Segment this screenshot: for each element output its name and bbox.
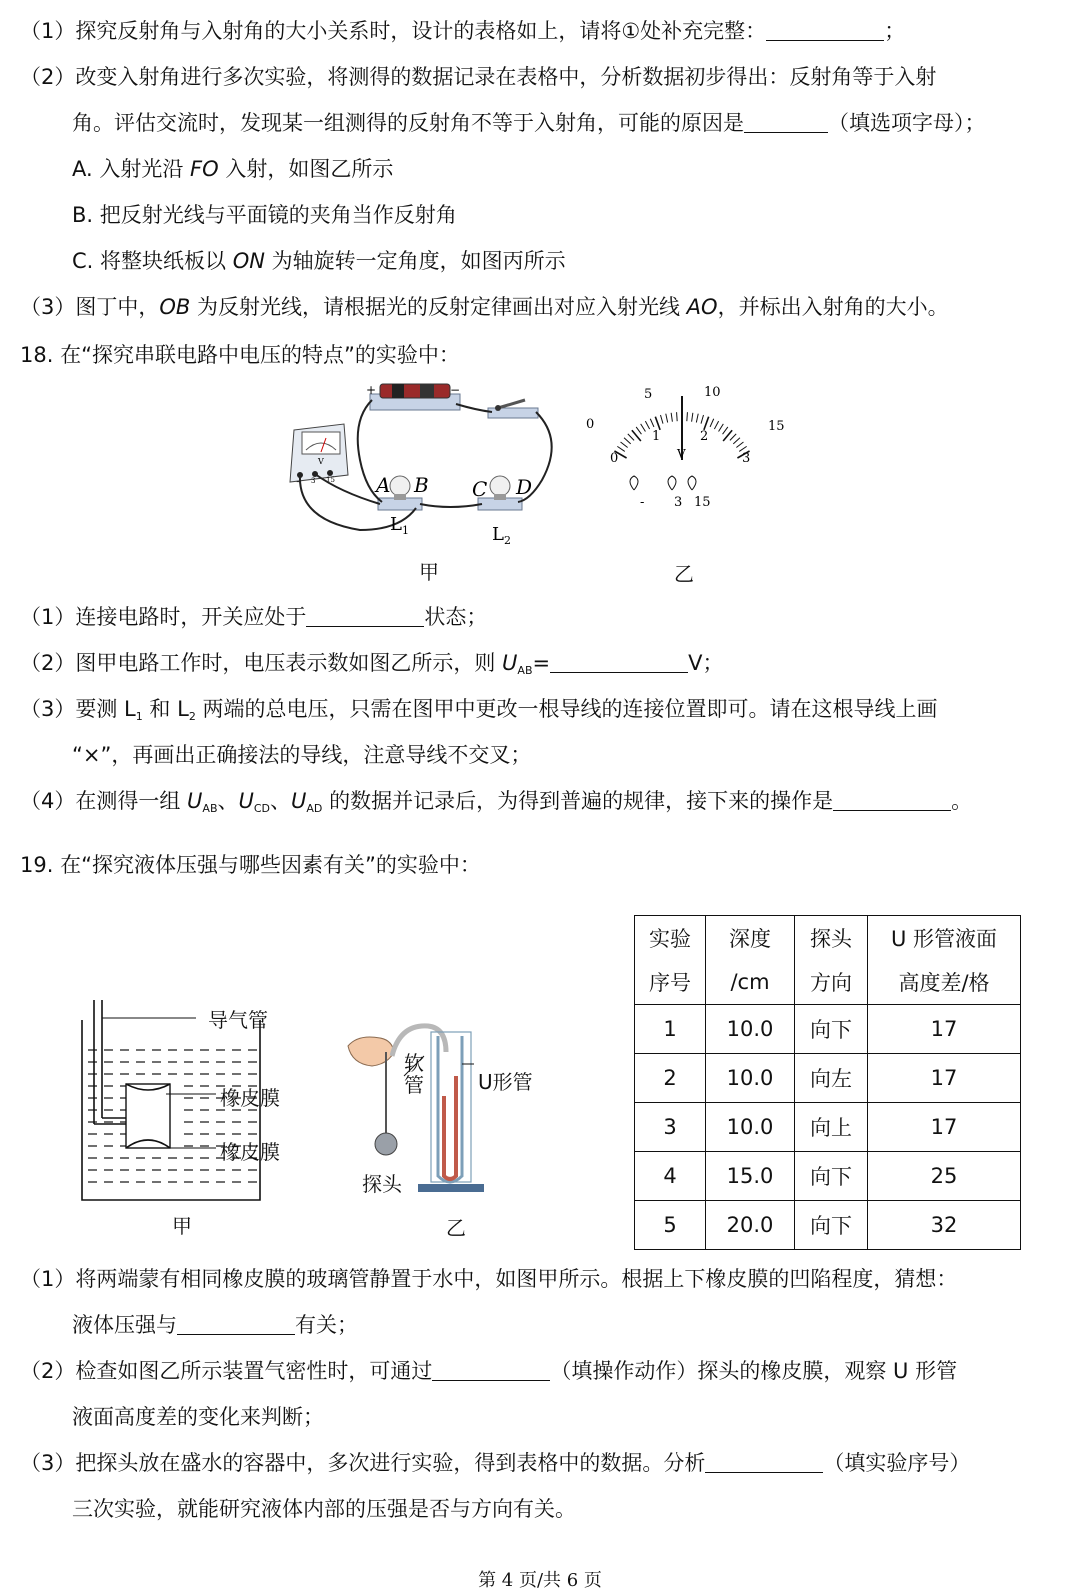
dial-tick bbox=[730, 434, 736, 440]
q17-option-b: B. 把反射光线与平面镜的夹角当作反射角 bbox=[72, 203, 457, 227]
film-label-bottom: 橡皮膜 bbox=[220, 1140, 280, 1164]
bulb-l1 bbox=[390, 476, 410, 496]
dial-tick bbox=[733, 438, 740, 444]
answer-blank[interactable] bbox=[177, 1314, 295, 1335]
meter-v-label: V bbox=[318, 457, 324, 466]
battery bbox=[380, 384, 450, 398]
table-cell: 向下 bbox=[795, 1005, 868, 1054]
table-cell: 15.0 bbox=[706, 1152, 795, 1201]
table-cell: 向上 bbox=[795, 1103, 868, 1152]
q19-title: 19. 在“探究液体压强与哪些因素有关”的实验中： bbox=[20, 853, 481, 877]
point-b-label: B bbox=[414, 473, 429, 497]
answer-blank[interactable] bbox=[432, 1360, 550, 1381]
dial-tick bbox=[641, 424, 646, 432]
q17-part3: （3）图丁中，OB 为反射光线，请根据光的反射定律画出对应入射光线 AO，并标出入射角的大小。 bbox=[20, 295, 949, 319]
meter-3-label: 3 bbox=[311, 477, 316, 485]
header-cell: 实验 bbox=[635, 916, 706, 961]
answer-blank[interactable] bbox=[833, 790, 951, 811]
inner-0-label: 0 bbox=[610, 451, 619, 466]
table-cell: 4 bbox=[635, 1152, 706, 1201]
figure-caption-jia-19: 甲 bbox=[172, 1214, 192, 1238]
q17-option-a: A. 入射光沿 FO 入射，如图乙所示 bbox=[72, 157, 394, 181]
dial-tick bbox=[677, 412, 678, 421]
dial-tick bbox=[628, 434, 634, 440]
table-cell: 向下 bbox=[795, 1201, 868, 1250]
l1-label: $L_1$ bbox=[390, 514, 409, 537]
dial-tick bbox=[624, 438, 631, 444]
soft-tube-label: 软 管 bbox=[404, 1051, 424, 1097]
table-cell: 17 bbox=[868, 1103, 1021, 1152]
hand bbox=[348, 1037, 394, 1066]
table-cell: 32 bbox=[868, 1201, 1021, 1250]
inner-3-label: 3 bbox=[742, 451, 751, 466]
q19-part2-line1: （2）检查如图乙所示装置气密性时，可通过 （填操作动作）探头的橡皮膜，观察 U 形管 bbox=[20, 1359, 958, 1383]
table-row bbox=[635, 1103, 1021, 1152]
header-cell: 高度差/格 bbox=[868, 960, 1021, 1005]
terminal-3-label: 3 bbox=[674, 495, 683, 510]
dial-tick bbox=[710, 419, 714, 427]
switch-lever bbox=[498, 400, 525, 408]
q19-part3-line2: 三次实验，就能研究液体内部的压强是否与方向有关。 bbox=[72, 1497, 576, 1521]
meter-minus-label: − bbox=[296, 478, 302, 486]
u-tube-glass bbox=[438, 1036, 462, 1182]
probe bbox=[375, 1133, 397, 1155]
q19-part3-line1: （3）把探头放在盛水的容器中，多次进行实验，得到表格中的数据。分析 （填实验序号） bbox=[20, 1451, 971, 1475]
inner-1-label: 1 bbox=[652, 429, 661, 444]
q17-part2-line1: （2）改变入射角进行多次实验，将测得的数据记录在表格中，分析数据初步得出：反射角等于入射 bbox=[20, 65, 937, 89]
table-row bbox=[635, 1152, 1021, 1201]
air-tube-label: 导气管 bbox=[208, 1008, 268, 1032]
inner-2-label: 2 bbox=[700, 429, 709, 444]
q18-part1: （1）连接电路时，开关应处于 状态； bbox=[20, 605, 488, 629]
q18-part2: （2）图甲电路工作时，电压表示数如图乙所示，则 $U_{AB}= V$； bbox=[20, 651, 724, 677]
table-header-row-bottom bbox=[635, 960, 1021, 1005]
header-cell: U 形管液面 bbox=[868, 916, 1021, 961]
q18-title: 18. 在“探究串联电路中电压的特点”的实验中： bbox=[20, 343, 460, 367]
table-cell: 17 bbox=[868, 1005, 1021, 1054]
glass-tube bbox=[126, 1084, 170, 1148]
dial-tick bbox=[655, 417, 660, 430]
l2-label: $L_2$ bbox=[492, 524, 511, 547]
scale-5-label: 5 bbox=[644, 387, 653, 402]
dial-tick bbox=[692, 413, 693, 422]
header-cell: 方向 bbox=[795, 960, 868, 1005]
dial-tick bbox=[687, 412, 688, 421]
answer-blank[interactable] bbox=[766, 20, 884, 41]
point-a-label: A bbox=[376, 473, 391, 497]
table-cell: 5 bbox=[635, 1201, 706, 1250]
table-row bbox=[635, 1005, 1021, 1054]
q18-part3-line2: “×”，再画出正确接法的导线，注意导线不交叉； bbox=[72, 743, 532, 767]
table-cell: 10.0 bbox=[706, 1054, 795, 1103]
table-cell: 17 bbox=[868, 1054, 1021, 1103]
bulb-l2 bbox=[490, 476, 510, 496]
table-cell: 10.0 bbox=[706, 1005, 795, 1054]
q17-option-c: C. 将整块纸板以 ON 为轴旋转一定角度，如图丙所示 bbox=[72, 249, 566, 273]
table-cell: 2 bbox=[635, 1054, 706, 1103]
header-cell: /cm bbox=[706, 960, 795, 1005]
dial-tick bbox=[736, 442, 743, 448]
table-cell: 25 bbox=[868, 1152, 1021, 1201]
q19-part1-line1: （1）将两端蒙有相同橡皮膜的玻璃管静置于水中，如图甲所示。根据上下橡皮膜的凹陷程度，猜想： bbox=[20, 1267, 958, 1291]
dial-tick bbox=[714, 421, 718, 429]
u-tube-label: U形管 bbox=[478, 1070, 533, 1094]
meter-15-label: 15 bbox=[326, 476, 335, 484]
page-footer: 第 4 页/共 6 页 bbox=[478, 1570, 602, 1591]
table-cell: 3 bbox=[635, 1103, 706, 1152]
dial-tick bbox=[661, 415, 663, 424]
answer-blank[interactable] bbox=[705, 1452, 823, 1473]
minus-label: − bbox=[450, 383, 461, 397]
voltmeter-dial-yi bbox=[582, 380, 792, 520]
q18-part4: （4）在测得一组 $U_{AB}$、$U_{CD}$、$U_{AD}$ 的数据并记录后，为得到普遍的规律，接下来的操作是 。 bbox=[20, 789, 973, 815]
probe-label: 探头 bbox=[362, 1172, 402, 1196]
figure-caption-yi-19: 乙 bbox=[446, 1216, 466, 1240]
stand-base bbox=[418, 1184, 484, 1192]
dial-tick bbox=[666, 414, 668, 423]
answer-blank[interactable] bbox=[744, 112, 828, 133]
plus-label: + bbox=[366, 383, 377, 397]
table-row bbox=[635, 1054, 1021, 1103]
table-cell: 20.0 bbox=[706, 1201, 795, 1250]
dial-tick bbox=[696, 414, 698, 423]
dial-tick bbox=[636, 427, 641, 434]
experiment-data-table bbox=[634, 915, 1021, 1250]
answer-blank[interactable] bbox=[306, 606, 424, 627]
dial-tick bbox=[645, 421, 649, 429]
q18-part3-line1: （3）要测 $L_1$ 和 $L_2$ 两端的总电压，只需在图甲中更改一根导线的连接位置即可。请在这根导线上画 bbox=[20, 697, 938, 723]
header-cell: 探头 bbox=[795, 916, 868, 961]
table-cell: 10.0 bbox=[706, 1103, 795, 1152]
dial-tick bbox=[704, 417, 709, 430]
table-header-row-top bbox=[635, 916, 1021, 961]
dial-tick bbox=[719, 424, 724, 432]
q17-part2-line2: 角。评估交流时，发现某一组测得的反射角不等于入射角，可能的原因是 （填选项字母）； bbox=[72, 111, 986, 135]
table-cell: 向左 bbox=[795, 1054, 868, 1103]
dial-tick bbox=[650, 419, 654, 427]
table-row bbox=[635, 1201, 1021, 1250]
dial-tick bbox=[671, 413, 672, 422]
film-label-top: 橡皮膜 bbox=[220, 1086, 280, 1110]
dial-tick bbox=[617, 446, 624, 451]
scale-10-label: 10 bbox=[704, 385, 721, 400]
table-cell: 向下 bbox=[795, 1152, 868, 1201]
header-cell: 序号 bbox=[635, 960, 706, 1005]
scale-15-label: 15 bbox=[768, 419, 785, 434]
dial-tick bbox=[621, 442, 628, 448]
q17-part1: （1）探究反射角与入射角的大小关系时，设计的表格如上，请将①处补充完整： ； bbox=[20, 19, 906, 43]
point-d-label: D bbox=[516, 475, 533, 499]
glass-tube-figure-jia bbox=[70, 1000, 330, 1240]
table-cell: 1 bbox=[635, 1005, 706, 1054]
terminal-minus-label: - bbox=[640, 495, 645, 510]
q19-part2-line2: 液面高度差的变化来判断； bbox=[72, 1405, 324, 1429]
terminal-15-label: 15 bbox=[694, 495, 711, 510]
figure-caption-yi: 乙 bbox=[674, 562, 694, 586]
dial-tick bbox=[723, 427, 728, 434]
scale-0-label: 0 bbox=[586, 417, 595, 432]
q19-part1-line2: 液体压强与 有关； bbox=[72, 1313, 358, 1337]
header-cell: 深度 bbox=[706, 916, 795, 961]
dial-tick bbox=[701, 415, 703, 424]
figure-caption-jia: 甲 bbox=[419, 560, 439, 584]
dial-v-label: V bbox=[677, 447, 686, 461]
answer-blank[interactable] bbox=[550, 652, 688, 673]
circuit-diagram-jia bbox=[280, 380, 570, 550]
point-c-label: C bbox=[472, 477, 488, 501]
